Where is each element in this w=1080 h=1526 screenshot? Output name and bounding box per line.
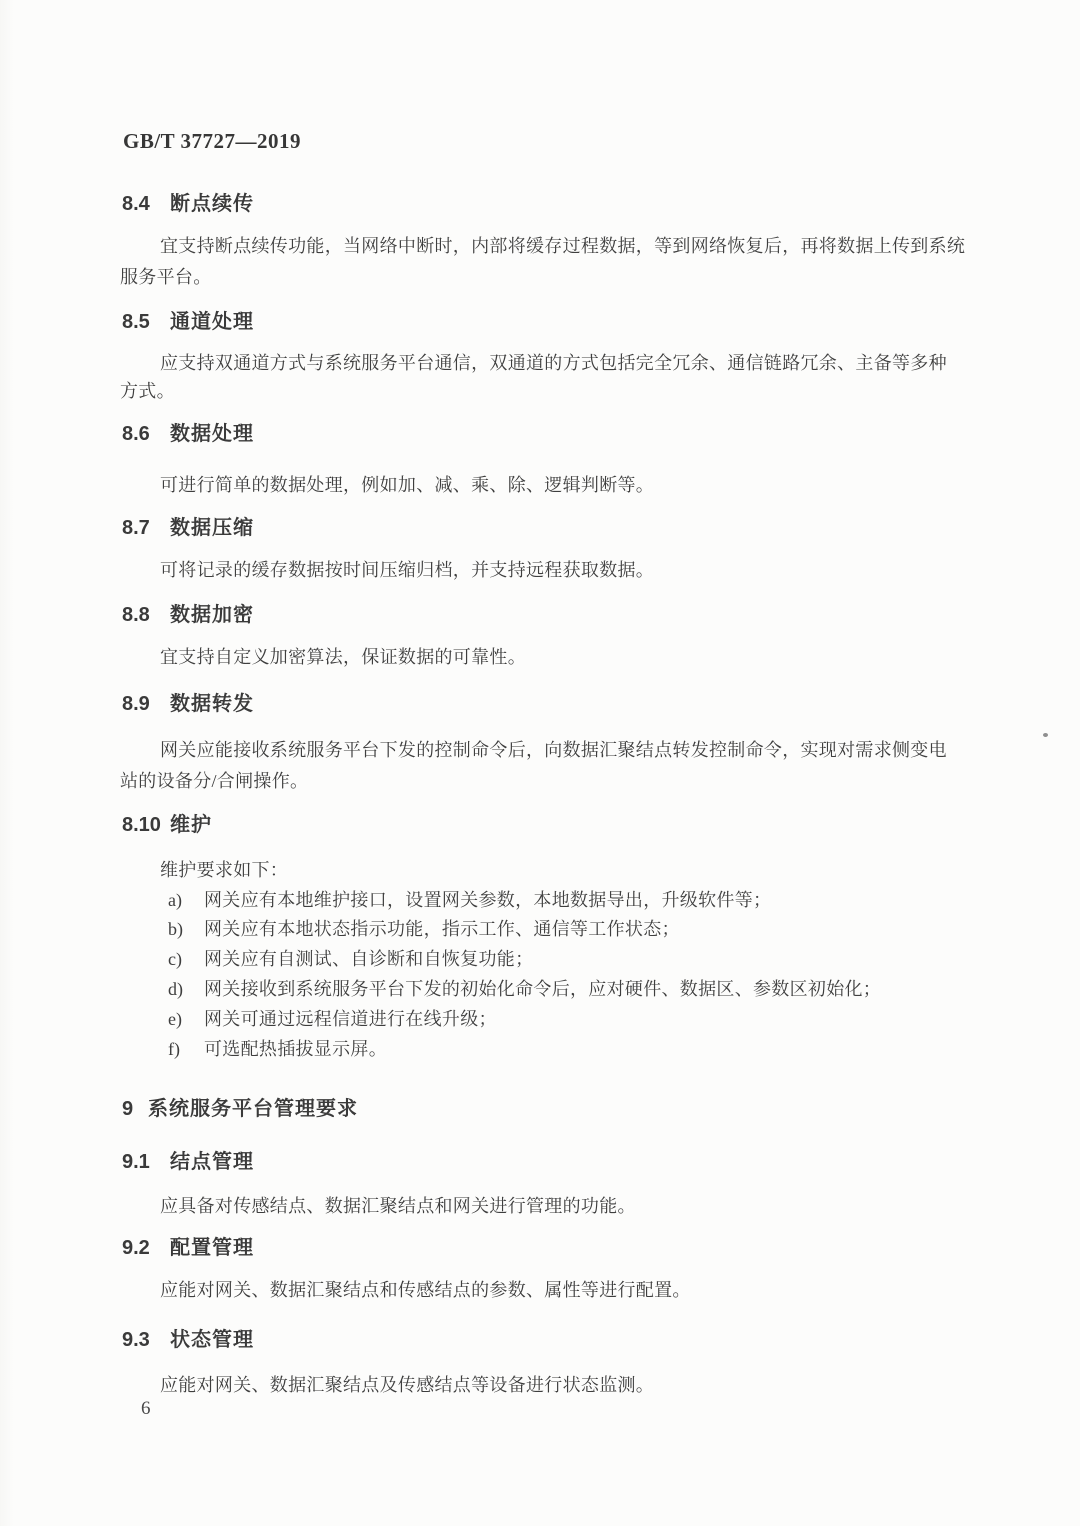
section-title: 维护 — [170, 814, 212, 836]
section-number: 9.2 — [122, 1237, 150, 1259]
section-title: 断点续传 — [170, 193, 254, 215]
paragraph-line: 应具备对传感结点、数据汇聚结点和网关进行管理的功能。 — [160, 1196, 636, 1216]
section-heading-9-3 — [122, 1326, 254, 1354]
paragraph-line: 应能对网关、数据汇聚结点和传感结点的参数、属性等进行配置。 — [160, 1280, 691, 1300]
section-number: 8.5 — [122, 311, 150, 333]
chapter-number: 9 — [122, 1098, 134, 1120]
chapter-heading-9 — [122, 1095, 358, 1123]
section-number: 8.9 — [122, 693, 150, 715]
section-heading-8-7 — [122, 514, 254, 542]
paragraph-line: 应支持双通道方式与系统服务平台通信，双通道的方式包括完全冗余、通信链路冗余、主备等多种 — [160, 353, 947, 373]
section-title: 数据处理 — [170, 423, 254, 445]
list-item-f — [168, 1035, 387, 1063]
section-number: 8.4 — [122, 193, 150, 215]
list-item-text: 网关接收到系统服务平台下发的初始化命令后，应对硬件、数据区、参数区初始化； — [204, 979, 882, 999]
list-item-e — [168, 1005, 497, 1033]
paragraph-line: 应能对网关、数据汇聚结点及传感结点等设备进行状态监测。 — [160, 1375, 655, 1395]
list-item-label: f) — [168, 1039, 180, 1059]
section-title: 数据压缩 — [170, 517, 254, 539]
section-number: 8.10 — [122, 814, 161, 836]
section-title: 配置管理 — [170, 1237, 254, 1259]
scan-artifact-dot — [1043, 733, 1048, 737]
list-item-text: 网关应有本地状态指示功能，指示工作、通信等工作状态； — [204, 919, 680, 939]
list-item-b — [168, 915, 680, 943]
paragraph-line: 服务平台。 — [120, 267, 212, 287]
paragraph-line: 宜支持断点续传功能，当网络中断时，内部将缓存过程数据，等到网络恢复后，再将数据上传到系统 — [160, 236, 966, 256]
list-item-text: 网关应有本地维护接口，设置网关参数，本地数据导出，升级软件等； — [204, 890, 772, 910]
list-item-c — [168, 945, 533, 973]
paragraph-line: 可将记录的缓存数据按时间压缩归档，并支持远程获取数据。 — [160, 560, 655, 580]
list-item-a — [168, 886, 771, 914]
section-number: 9.1 — [122, 1151, 150, 1173]
list-item-d — [168, 975, 881, 1003]
list-item-label: e) — [168, 1009, 182, 1029]
paragraph-line: 可进行简单的数据处理，例如加、减、乘、除、逻辑判断等。 — [160, 475, 655, 495]
list-item-label: a) — [168, 890, 182, 910]
section-title: 通道处理 — [170, 311, 254, 333]
section-heading-8-6 — [122, 420, 254, 448]
section-number: 8.7 — [122, 517, 150, 539]
list-item-text: 网关可通过远程信道进行在线升级； — [204, 1009, 497, 1029]
list-intro-line: 维护要求如下： — [160, 860, 289, 880]
list-item-label: d) — [168, 979, 183, 999]
list-item-label: b) — [168, 919, 183, 939]
section-number: 8.6 — [122, 423, 150, 445]
section-heading-8-5 — [122, 308, 254, 336]
standard-number-header: GB/T 37727—2019 — [123, 129, 302, 153]
section-heading-8-10 — [122, 811, 212, 839]
section-heading-8-4 — [122, 190, 254, 218]
list-item-text: 网关应有自测试、自诊断和自恢复功能； — [204, 949, 534, 969]
section-number: 9.3 — [122, 1329, 150, 1351]
paragraph-line: 网关应能接收系统服务平台下发的控制命令后，向数据汇聚结点转发控制命令，实现对需求侧变电 — [160, 740, 947, 760]
section-number: 8.8 — [122, 604, 150, 626]
section-title: 状态管理 — [170, 1329, 254, 1351]
section-heading-9-1 — [122, 1148, 254, 1176]
paragraph-line: 站的设备分/合闸操作。 — [120, 771, 309, 791]
paragraph-line: 宜支持自定义加密算法，保证数据的可靠性。 — [160, 647, 526, 667]
paragraph-line: 方式。 — [120, 381, 175, 401]
chapter-title: 系统服务平台管理要求 — [148, 1098, 358, 1120]
list-item-label: c) — [168, 949, 182, 969]
section-title: 数据加密 — [170, 604, 254, 626]
page-number: 6 — [141, 1398, 151, 1419]
section-title: 数据转发 — [170, 693, 254, 715]
section-heading-8-9 — [122, 690, 254, 718]
section-heading-8-8 — [122, 601, 254, 629]
list-item-text: 可选配热插拔显示屏。 — [204, 1039, 387, 1059]
section-title: 结点管理 — [170, 1151, 254, 1173]
section-heading-9-2 — [122, 1234, 254, 1262]
